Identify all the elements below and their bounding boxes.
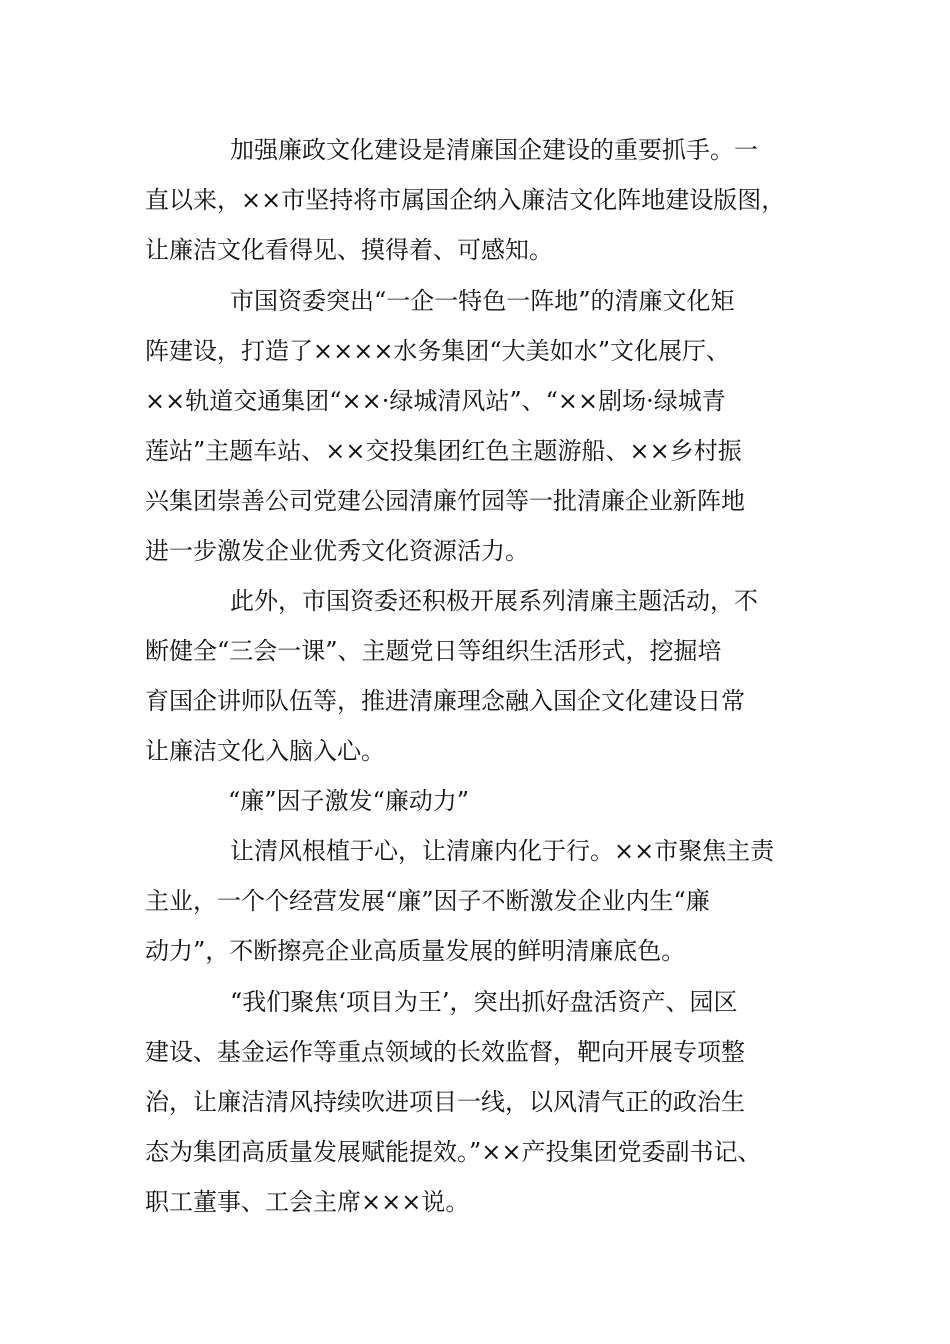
- paragraph-1-line-1: 加强廉政文化建设是清廉国企建设的重要抓手。一: [230, 136, 758, 164]
- section-heading: “廉”因子激发“廉动力”: [228, 787, 470, 815]
- paragraph-4-line-2: 主业，一个个经营发展“廉”因子不断激发企业内生“廉: [145, 887, 710, 915]
- paragraph-3-line-3: 育国企讲师队伍等，推进清廉理念融入国企文化建设日常: [145, 687, 745, 715]
- paragraph-1-line-3: 让廉洁文化看得见、摸得着、可感知。: [145, 236, 553, 264]
- paragraph-5-line-5: 职工董事、工会主席×××说。: [145, 1188, 470, 1216]
- paragraph-2-line-3: ××轨道交通集团“××·绿城清风站”、“××剧场·绿城青: [145, 387, 726, 415]
- paragraph-1-line-2: 直以来，××市坚持将市属国企纳入廉洁文化阵地建设版图，: [145, 186, 786, 214]
- paragraph-2-line-2: 阵建设，打造了××××水务集团“大美如水”文化展厅、: [145, 337, 730, 365]
- paragraph-5-line-2: 建设、基金运作等重点领域的长效监督，靶向开展专项整: [145, 1038, 745, 1066]
- paragraph-3-line-4: 让廉洁文化入脑入心。: [145, 737, 385, 765]
- paragraph-5-line-3: 治，让廉洁清风持续吹进项目一线，以风清气正的政治生: [145, 1088, 745, 1116]
- paragraph-2-line-6: 进一步激发企业优秀文化资源活力。: [145, 537, 529, 565]
- paragraph-2-line-1: 市国资委突出“一企一特色一阵地”的清廉文化矩: [230, 287, 735, 315]
- paragraph-2-line-4: 莲站”主题车站、××交投集团红色主题游船、××乡村振: [145, 437, 742, 465]
- paragraph-2-line-5: 兴集团崇善公司党建公园清廉竹园等一批清廉企业新阵地: [145, 487, 745, 515]
- paragraph-3-line-1: 此外，市国资委还积极开展系列清廉主题活动，不: [230, 587, 758, 615]
- paragraph-3-line-2: 断健全“三会一课”、主题党日等组织生活形式，挖掘培: [145, 637, 722, 665]
- paragraph-4-line-3: 动力”，不断擦亮企业高质量发展的鲜明清廉底色。: [145, 937, 686, 965]
- paragraph-5-line-1: “我们聚焦‘项目为王’，突出抓好盘活资产、园区: [230, 988, 738, 1016]
- paragraph-4-line-1: 让清风根植于心，让清廉内化于行。××市聚焦主责: [230, 837, 775, 865]
- paragraph-5-line-4: 态为集团高质量发展赋能提效。”××产投集团党委副书记、: [145, 1138, 762, 1166]
